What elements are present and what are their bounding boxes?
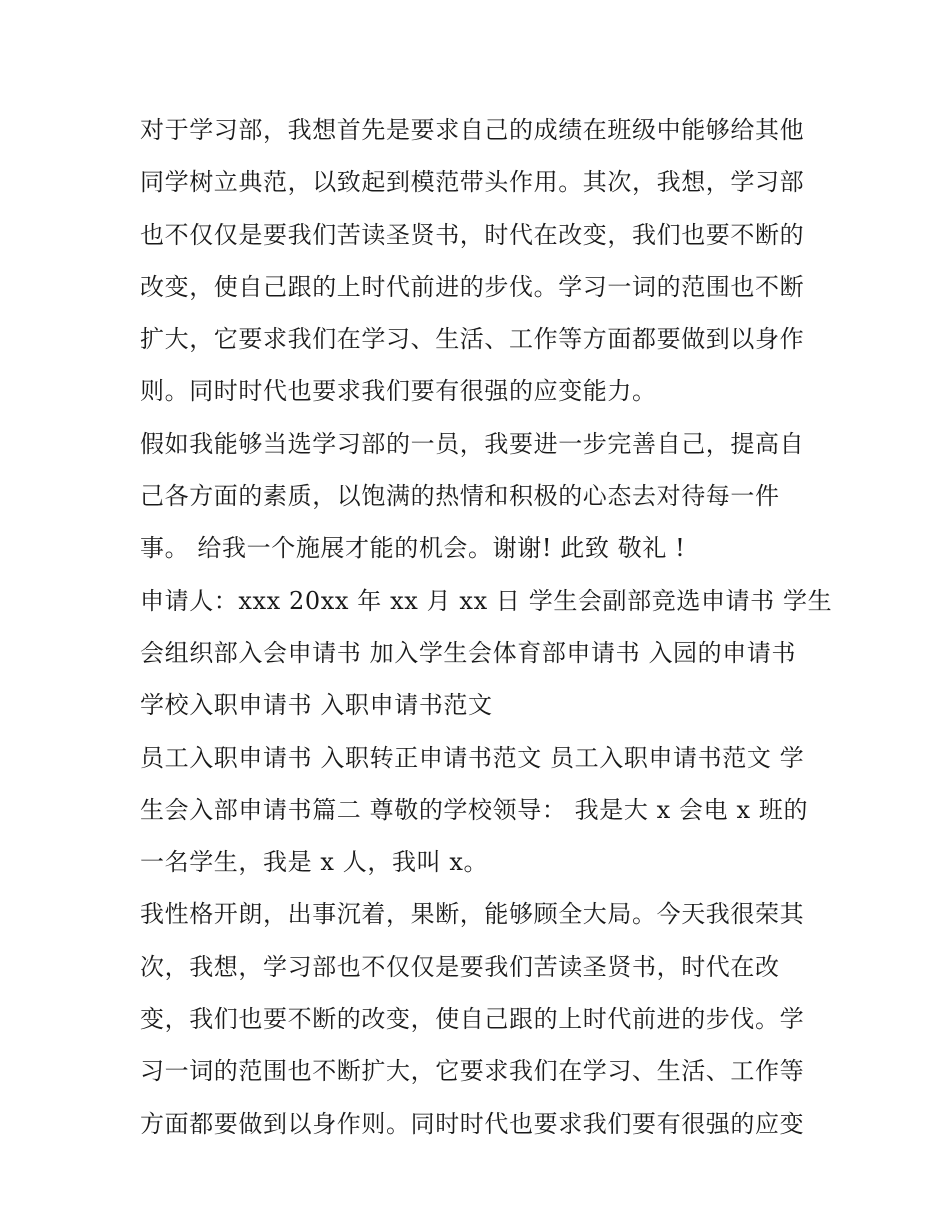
- text-line: 变，我们也要不断的改变，使自己跟的上时代前进的步伐。学: [140, 1005, 805, 1034]
- text-line: 对于学习部，我想首先是要求自己的成绩在班级中能够给其他: [140, 116, 805, 144]
- text-line: 习一词的范围也不断扩大，它要求我们在学习、生活、工作等: [140, 1057, 805, 1086]
- text-line: 也不仅仅是要我们苦读圣贤书，时代在改变，我们也要不断的: [140, 220, 805, 249]
- text-line: 假如我能够当选学习部的一员，我要进一步完善自己，提高自: [140, 429, 805, 458]
- text-line: 一名学生，我是 x 人，我叫 x。: [140, 848, 489, 877]
- text-line: 员工入职申请书 入职转正申请书范文 员工入职申请书范文 学: [140, 743, 805, 772]
- text-line: 生会入部申请书篇二 尊敬的学校领导： 我是大 x 会电 x 班的: [140, 795, 809, 824]
- text-line: 会组织部入会申请书 加入学生会体育部申请书 入园的申请书: [140, 638, 797, 667]
- text-line: 学校入职申请书 入职申请书范文: [140, 691, 493, 720]
- text-line: 事。 给我一个施展才能的机会。谢谢! 此致 敬礼 !: [140, 534, 686, 563]
- text-line: 方面都要做到以身作则。同时时代也要求我们要有很强的应变: [140, 1109, 805, 1138]
- body-text: [140, 104, 833, 1150]
- text-line: 次，我想，学习部也不仅仅是要我们苦读圣贤书，时代在改: [140, 952, 780, 981]
- text-line: 改变，使自己跟的上时代前进的步伐。学习一词的范围也不断: [140, 272, 805, 301]
- text-line: 同学树立典范，以致起到模范带头作用。其次，我想，学习部: [140, 168, 805, 197]
- text-line: 则。同时时代也要求我们要有很强的应变能力。: [140, 377, 657, 406]
- text-line: 申请人：xxx 20xx 年 xx 月 xx 日 学生会副部竞选申请书 学生: [140, 586, 833, 615]
- text-line: 扩大，它要求我们在学习、生活、工作等方面都要做到以身作: [140, 325, 805, 354]
- text-line: 己各方面的素质，以饱满的热情和积极的心态去对待每一件: [140, 482, 780, 511]
- text-line: 我性格开朗，出事沉着，果断，能够顾全大局。今天我很荣其: [140, 900, 805, 929]
